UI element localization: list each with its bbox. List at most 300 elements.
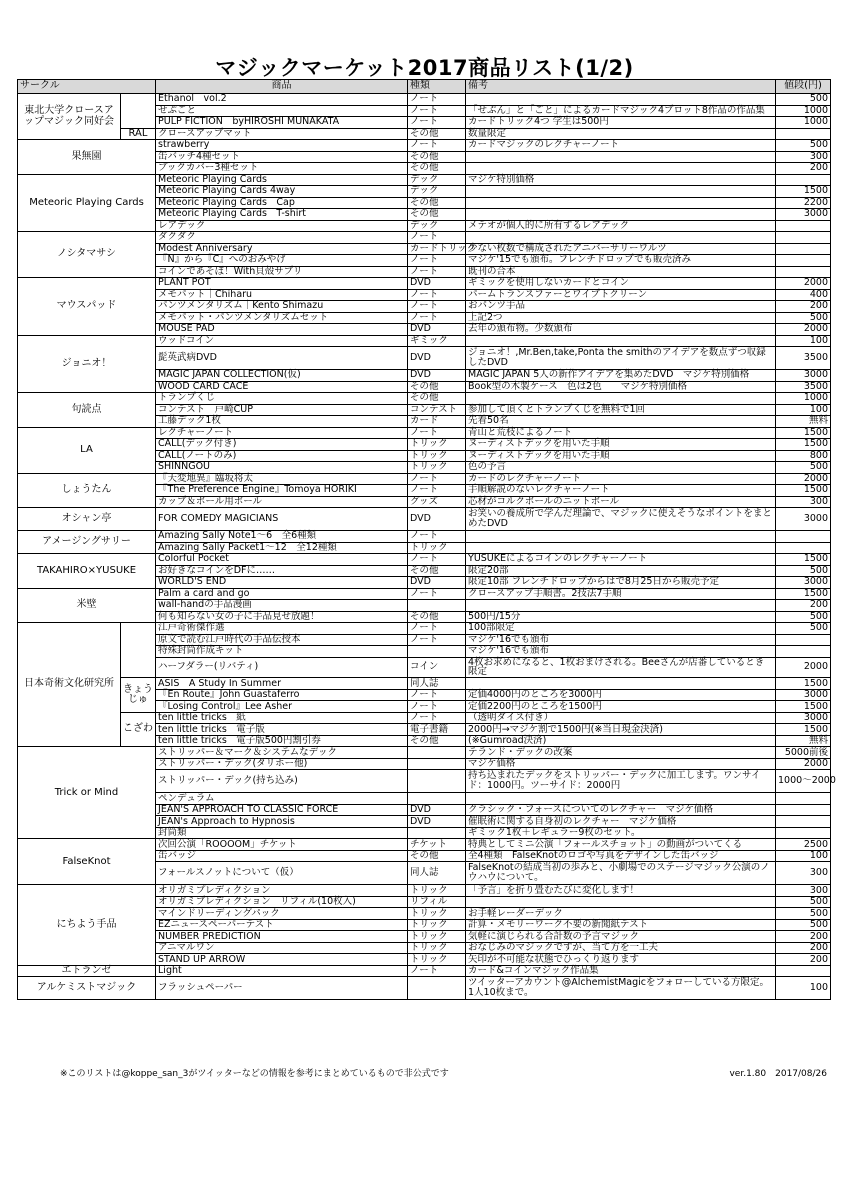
product-type: DVD xyxy=(408,804,466,816)
product-price: 1000 xyxy=(776,117,831,129)
product-type: ノート xyxy=(408,232,466,244)
product-name: Amazing Sally Note1〜6 全6種類 xyxy=(156,531,408,543)
product-price: 200 xyxy=(776,163,831,175)
product-type: その他 xyxy=(408,611,466,623)
table-row xyxy=(18,278,831,290)
product-name: 特殊封筒作成キット xyxy=(156,646,408,658)
table-row xyxy=(18,588,831,600)
product-name: オリガミプレディクション xyxy=(156,885,408,897)
product-note: カードトリック4つ 学生は500円 xyxy=(466,117,776,129)
product-type xyxy=(408,977,466,1000)
product-note: マジケ'16でも頒布 xyxy=(466,646,776,658)
product-price: 無料 xyxy=(776,416,831,428)
product-name: ten little tricks 電子版500円割引券 xyxy=(156,735,408,747)
circle-name: Meteoric Playing Cards xyxy=(18,174,156,232)
product-price: 200 xyxy=(776,301,831,313)
product-price: 300 xyxy=(776,151,831,163)
product-note: カードマジックのレクチャーノート xyxy=(466,140,776,152)
table-row xyxy=(18,128,831,140)
table-row xyxy=(18,712,831,724)
product-type: その他 xyxy=(408,151,466,163)
product-type: DVD xyxy=(408,324,466,336)
product-price: 2000 xyxy=(776,473,831,485)
table-row xyxy=(18,885,831,897)
product-type: ノート xyxy=(408,531,466,543)
product-price xyxy=(776,804,831,816)
product-name: FOR COMEDY MAGICIANS xyxy=(156,508,408,531)
product-name: パンツメンタリズム｜Kento Shimazu xyxy=(156,301,408,313)
product-note xyxy=(466,542,776,554)
header-price: 値段(円) xyxy=(776,80,831,94)
product-note: 特典としてミニ公演「フォールスチョット」の動画がついてくる xyxy=(466,839,776,851)
product-type: その他 xyxy=(408,393,466,405)
product-name: ウッドコイン xyxy=(156,335,408,347)
product-price xyxy=(776,634,831,646)
product-price: 3000 xyxy=(776,370,831,382)
product-type: その他 xyxy=(408,163,466,175)
product-name: ストリッパー＆マーク＆システムなデック xyxy=(156,747,408,759)
product-name: 『Losing Control』Lee Asher xyxy=(156,701,408,713)
product-name: PLANT POT xyxy=(156,278,408,290)
product-type: ノート xyxy=(408,117,466,129)
product-note: （透明ダイス付き） xyxy=(466,712,776,724)
product-type: トリック xyxy=(408,885,466,897)
product-price xyxy=(776,232,831,244)
table-row xyxy=(18,140,831,152)
product-type: 電子書籍 xyxy=(408,724,466,736)
product-type: ノート xyxy=(408,427,466,439)
product-type: 同人誌 xyxy=(408,678,466,690)
product-note: 上記2つ xyxy=(466,312,776,324)
product-type: ノート xyxy=(408,140,466,152)
product-name: レクチャーノート xyxy=(156,427,408,439)
product-note: 先着50名 xyxy=(466,416,776,428)
product-price xyxy=(776,793,831,805)
product-name: アニマルワン xyxy=(156,942,408,954)
product-note: 青山と荒枝によるノート xyxy=(466,427,776,439)
table-row xyxy=(18,678,831,690)
product-name: WORLD'S END xyxy=(156,577,408,589)
product-name: Modest Anniversary xyxy=(156,243,408,255)
product-type: その他 xyxy=(408,565,466,577)
sub-circle-name xyxy=(121,623,156,678)
product-note: 500円/15分 xyxy=(466,611,776,623)
product-name: レアデック xyxy=(156,220,408,232)
product-note: 「予言」を折り畳むたびに変化します！ xyxy=(466,885,776,897)
product-price xyxy=(776,542,831,554)
product-type: ノート xyxy=(408,554,466,566)
product-note xyxy=(466,163,776,175)
product-price xyxy=(776,965,831,977)
product-note: 芯材がコルクボールのニットボール xyxy=(466,496,776,508)
product-note: 少ない枚数で構成されたアニバーサリーワルツ xyxy=(466,243,776,255)
circle-name: 米壁 xyxy=(18,588,156,623)
product-name: MOUSE PAD xyxy=(156,324,408,336)
product-note: おパンツ手品 xyxy=(466,301,776,313)
product-price: 3000 xyxy=(776,712,831,724)
product-price: 1500 xyxy=(776,439,831,451)
product-name: ブックカバー3種セット xyxy=(156,163,408,175)
product-price: 500 xyxy=(776,623,831,635)
table-row xyxy=(18,977,831,1000)
product-type: ノート xyxy=(408,255,466,267)
product-type xyxy=(408,793,466,805)
product-name: クロースアップマット xyxy=(156,128,408,140)
product-note: 定価2200円のところを1500円 xyxy=(466,701,776,713)
product-name: オリガミプレディクション リフィル(10枚入) xyxy=(156,896,408,908)
circle-name: 果無園 xyxy=(18,140,156,175)
product-name: フォールスノットについて（仮） xyxy=(156,862,408,885)
product-type: デック xyxy=(408,186,466,198)
product-price: 500 xyxy=(776,462,831,474)
product-note: クラシック・フォースについてのレクチャー マジケ価格 xyxy=(466,804,776,816)
product-name: カップ＆ボール用ボール xyxy=(156,496,408,508)
product-price: 3500 xyxy=(776,381,831,393)
product-type: ノート xyxy=(408,301,466,313)
product-note xyxy=(466,393,776,405)
product-price: 1500 xyxy=(776,701,831,713)
product-type: トリック xyxy=(408,450,466,462)
product-note: テランド・デックの改案 xyxy=(466,747,776,759)
product-type: ノート xyxy=(408,485,466,497)
product-price: 200 xyxy=(776,942,831,954)
sub-circle-name xyxy=(121,94,156,129)
product-type: ノート xyxy=(408,94,466,106)
product-price: 200 xyxy=(776,931,831,943)
circle-name: にちよう手品 xyxy=(18,885,156,966)
product-price: 200 xyxy=(776,600,831,612)
product-type: ノート xyxy=(408,588,466,600)
sub-circle-name: RAL xyxy=(121,128,156,140)
product-price xyxy=(776,220,831,232)
product-price: 3500 xyxy=(776,347,831,370)
product-note: 2000円→マジケ割で1500円(※当日現金決済) xyxy=(466,724,776,736)
product-note: 既刊の合本 xyxy=(466,266,776,278)
product-note: 色の予言 xyxy=(466,462,776,474)
table-header-row xyxy=(18,80,831,94)
product-type: コイン xyxy=(408,657,466,678)
product-note: ヌーディストデックを用いた手順 xyxy=(466,450,776,462)
product-note xyxy=(466,232,776,244)
product-name: マインドリーディングパック xyxy=(156,908,408,920)
footer-version: ver.1.80 2017/08/26 xyxy=(729,1069,827,1079)
product-price: 2500 xyxy=(776,839,831,851)
table-row xyxy=(18,839,831,851)
product-price xyxy=(776,827,831,839)
product-note: カードのレクチャーノート xyxy=(466,473,776,485)
product-type xyxy=(408,646,466,658)
product-note: ヌーディストデックを用いた手順 xyxy=(466,439,776,451)
product-price: 1000〜2000 xyxy=(776,770,831,793)
product-name: せぷごと xyxy=(156,105,408,117)
product-type: その他 xyxy=(408,850,466,862)
product-note: マジケ'16でも頒布 xyxy=(466,634,776,646)
product-type: ノート xyxy=(408,965,466,977)
product-name: PULP FICTION byHIROSHI MUNAKATA xyxy=(156,117,408,129)
product-name: SHINNGOU xyxy=(156,462,408,474)
product-name: トランプくじ xyxy=(156,393,408,405)
product-note: 定価4000円のところを3000円 xyxy=(466,689,776,701)
product-price: 1500 xyxy=(776,427,831,439)
product-type: デック xyxy=(408,174,466,186)
product-price: 3000 xyxy=(776,577,831,589)
product-type: DVD xyxy=(408,816,466,828)
product-type: ノート xyxy=(408,701,466,713)
product-type xyxy=(408,600,466,612)
product-name: STAND UP ARROW xyxy=(156,954,408,966)
product-type: トリック xyxy=(408,931,466,943)
product-note: ジョニオ！,Mr.Ben,take,Ponta the smithのアイデアを数点ずつ収録したDVD xyxy=(466,347,776,370)
sub-circle-name: きょうじゅ xyxy=(121,678,156,713)
product-name: Palm a card and go xyxy=(156,588,408,600)
product-price: 100 xyxy=(776,335,831,347)
circle-name: LA xyxy=(18,427,156,473)
circle-name: エトランゼ xyxy=(18,965,156,977)
product-price xyxy=(776,531,831,543)
product-type: ノート xyxy=(408,712,466,724)
product-price: 5000前後 xyxy=(776,747,831,759)
product-note: 手順解説のないレクチャーノート xyxy=(466,485,776,497)
product-price: 800 xyxy=(776,450,831,462)
product-type: ノート xyxy=(408,105,466,117)
product-type xyxy=(408,747,466,759)
table-row xyxy=(18,508,831,531)
product-note: 100部限定 xyxy=(466,623,776,635)
product-name: ハーフダラー(リバティ) xyxy=(156,657,408,678)
product-name: 『The Preference Engine』Tomoya HORIKI xyxy=(156,485,408,497)
product-type: その他 xyxy=(408,735,466,747)
product-name: strawberry xyxy=(156,140,408,152)
product-name: Meteoric Playing Cards Cap xyxy=(156,197,408,209)
product-type: コンテスト xyxy=(408,404,466,416)
product-note: ツイッターアカウント@AlchemistMagicをフォローしている方限定。1人10枚まで。 xyxy=(466,977,776,1000)
product-note: 持ち込まれたデックをストリッパー・デックに加工します。ワンサイド：1000円。ツーサイド：2000円 xyxy=(466,770,776,793)
product-type: グッズ xyxy=(408,496,466,508)
product-type: DVD xyxy=(408,508,466,531)
product-price xyxy=(776,816,831,828)
product-table xyxy=(17,79,836,1000)
product-price: 2000 xyxy=(776,278,831,290)
table-row xyxy=(18,335,831,347)
product-name: 封筒類 xyxy=(156,827,408,839)
product-name: ストリッパー・デック(タリホー他) xyxy=(156,758,408,770)
product-price: 2000 xyxy=(776,657,831,678)
product-price: 500 xyxy=(776,896,831,908)
header-type: 種類 xyxy=(408,80,466,94)
product-name: Ethanol vol.2 xyxy=(156,94,408,106)
header-product: 商品 xyxy=(156,80,408,94)
product-name: Light xyxy=(156,965,408,977)
product-name: 髭英武病DVD xyxy=(156,347,408,370)
product-price: 500 xyxy=(776,565,831,577)
product-name: Meteoric Playing Cards T-shirt xyxy=(156,209,408,221)
circle-name: 日本奇術文化研究所 xyxy=(18,623,121,747)
product-type xyxy=(408,827,466,839)
product-type: DVD xyxy=(408,370,466,382)
circle-name: FalseKnot xyxy=(18,839,156,885)
circle-name: アルケミストマジック xyxy=(18,977,156,1000)
product-price: 3000 xyxy=(776,689,831,701)
footer-note: ※このリストは@koppe_san_3がツイッターなどの情報を参考にまとめているもので非公式です xyxy=(60,1069,449,1079)
product-type: トリック xyxy=(408,919,466,931)
product-note: マジケ特別価格 xyxy=(466,174,776,186)
product-price: 100 xyxy=(776,977,831,1000)
product-price: 100 xyxy=(776,850,831,862)
product-type: トリック xyxy=(408,942,466,954)
product-price: 1500 xyxy=(776,724,831,736)
product-note xyxy=(466,531,776,543)
product-type: ノート xyxy=(408,289,466,301)
product-name: コインであそぼ！With貝殻サプリ xyxy=(156,266,408,278)
product-note: 気軽に演じられる合計数の予言マジック xyxy=(466,931,776,943)
product-note: カード&コインマジック作品集 xyxy=(466,965,776,977)
product-type xyxy=(408,758,466,770)
circle-name: 東北大学クロースアップマジック同好会 xyxy=(18,94,121,140)
product-price: 2000 xyxy=(776,324,831,336)
product-name: Meteoric Playing Cards xyxy=(156,174,408,186)
product-type: DVD xyxy=(408,347,466,370)
table-row xyxy=(18,427,831,439)
table-row xyxy=(18,232,831,244)
product-note: 数量限定 xyxy=(466,128,776,140)
table-body xyxy=(18,93,836,1000)
product-note: 計算・メモリーワーク不要の新聞紙テスト xyxy=(466,919,776,931)
circle-name: ジョニオ！ xyxy=(18,335,156,393)
product-price: 200 xyxy=(776,954,831,966)
product-price: 3000 xyxy=(776,508,831,531)
product-note xyxy=(466,209,776,221)
table-row xyxy=(18,531,831,543)
circle-name: ノシタマサシ xyxy=(18,232,156,278)
product-price: 1500 xyxy=(776,186,831,198)
product-price: 300 xyxy=(776,496,831,508)
circle-name: アメージングサリー xyxy=(18,531,156,554)
product-note: 参加して頂くとトランプくじを無料で1回 xyxy=(466,404,776,416)
product-note: 「せぷん」と「ごと」によるカードマジック4プロット8作品の作品集 xyxy=(466,105,776,117)
circle-name: Trick or Mind xyxy=(18,747,156,839)
product-name: CALL(デック付き) xyxy=(156,439,408,451)
product-name: 『En Route』John Guastaferro xyxy=(156,689,408,701)
product-name: ASIS A Study In Summer xyxy=(156,678,408,690)
product-price: 500 xyxy=(776,908,831,920)
circle-name: マウスパッド xyxy=(18,278,156,336)
table-row xyxy=(18,174,831,186)
product-type: その他 xyxy=(408,209,466,221)
product-price: 1000 xyxy=(776,105,831,117)
product-type: ギミック xyxy=(408,335,466,347)
product-note xyxy=(466,94,776,106)
product-note: 4枚お求めになると、1枚おまけされる。Beeさんが店番しているとき限定 xyxy=(466,657,776,678)
product-name: 缶バッチ4種セット xyxy=(156,151,408,163)
product-type: その他 xyxy=(408,128,466,140)
product-price xyxy=(776,174,831,186)
product-type: DVD xyxy=(408,278,466,290)
product-price: 1500 xyxy=(776,588,831,600)
table-row xyxy=(18,623,831,635)
product-note xyxy=(466,678,776,690)
product-note: マジケ'15でも頒布。フレンチドロップでも販売済み xyxy=(466,255,776,267)
product-type: デック xyxy=(408,220,466,232)
product-name: MAGIC JAPAN COLLECTION(仮) xyxy=(156,370,408,382)
product-price: 500 xyxy=(776,919,831,931)
product-name: JEAN'S APPROACH TO CLASSIC FORCE xyxy=(156,804,408,816)
product-name: Colorful Pocket xyxy=(156,554,408,566)
product-type: ノート xyxy=(408,689,466,701)
product-name: 『N』から『C』へのおみやげ xyxy=(156,255,408,267)
product-type: トリック xyxy=(408,542,466,554)
product-note: ギミック1枚＋レギュラー9枚のセット。 xyxy=(466,827,776,839)
product-price: 500 xyxy=(776,611,831,623)
header-circle: サークル xyxy=(18,80,156,94)
circle-name: TAKAHIRO×YUSUKE xyxy=(18,554,156,589)
product-price: 100 xyxy=(776,404,831,416)
header-note: 備考 xyxy=(466,80,776,94)
table-row xyxy=(18,94,831,106)
product-name: ten little tricks 紙 xyxy=(156,712,408,724)
product-type: ノート xyxy=(408,312,466,324)
product-name: メモパット・パンツメンタリズムセット xyxy=(156,312,408,324)
product-price: 400 xyxy=(776,289,831,301)
product-type: ノート xyxy=(408,623,466,635)
product-price: 1000 xyxy=(776,393,831,405)
product-name: ten little tricks 電子版 xyxy=(156,724,408,736)
sub-circle-name: こざわ xyxy=(121,712,156,747)
product-name: WOOD CARD CACE xyxy=(156,381,408,393)
product-note: 去年の頒布物。少数頒布 xyxy=(466,324,776,336)
product-price xyxy=(776,255,831,267)
product-name: 原文で読む江戸時代の手品伝授本 xyxy=(156,634,408,646)
product-price: 3000 xyxy=(776,209,831,221)
table-row xyxy=(18,393,831,405)
product-type: トリック xyxy=(408,439,466,451)
product-note: 限定20部 xyxy=(466,565,776,577)
table-row xyxy=(18,473,831,485)
circle-name: オシャン亭 xyxy=(18,508,156,531)
product-note: 催眠術に関する自身初のレクチャー マジケ価格 xyxy=(466,816,776,828)
product-name: 何も知らない女の子に手品見せ放題！ xyxy=(156,611,408,623)
product-price: 300 xyxy=(776,862,831,885)
circle-name: 句読点 xyxy=(18,393,156,428)
product-note: (※Gumroad決済) xyxy=(466,735,776,747)
product-price: 2000 xyxy=(776,758,831,770)
product-note: YUSUKEによるコインのレクチャーノート xyxy=(466,554,776,566)
product-note xyxy=(466,186,776,198)
product-price: 500 xyxy=(776,140,831,152)
product-note xyxy=(466,151,776,163)
product-note: パームトランスファーとワイプトクリーン xyxy=(466,289,776,301)
product-note: お笑いの養成所で学んだ理論で、マジックに使えそうなポイントをまとめたDVD xyxy=(466,508,776,531)
product-type: その他 xyxy=(408,381,466,393)
product-price: 500 xyxy=(776,312,831,324)
product-price xyxy=(776,243,831,255)
product-name: EZニュースペーパーテスト xyxy=(156,919,408,931)
product-name: 次回公演「ROOOOM」チケット xyxy=(156,839,408,851)
product-note xyxy=(466,896,776,908)
product-name: 『天変地異』臨坂将太 xyxy=(156,473,408,485)
product-type: カードトリック xyxy=(408,243,466,255)
product-name: 缶バッジ xyxy=(156,850,408,862)
product-price: 1500 xyxy=(776,678,831,690)
product-price: 無料 xyxy=(776,735,831,747)
product-note: Book型の木製ケース 色は2色 マジケ特別価格 xyxy=(466,381,776,393)
product-price xyxy=(776,266,831,278)
product-name: Meteoric Playing Cards 4way xyxy=(156,186,408,198)
product-price: 1500 xyxy=(776,485,831,497)
product-note xyxy=(466,793,776,805)
product-price: 2200 xyxy=(776,197,831,209)
circle-name: しょうたん xyxy=(18,473,156,508)
product-name: JEAN's Approach to Hypnosis xyxy=(156,816,408,828)
